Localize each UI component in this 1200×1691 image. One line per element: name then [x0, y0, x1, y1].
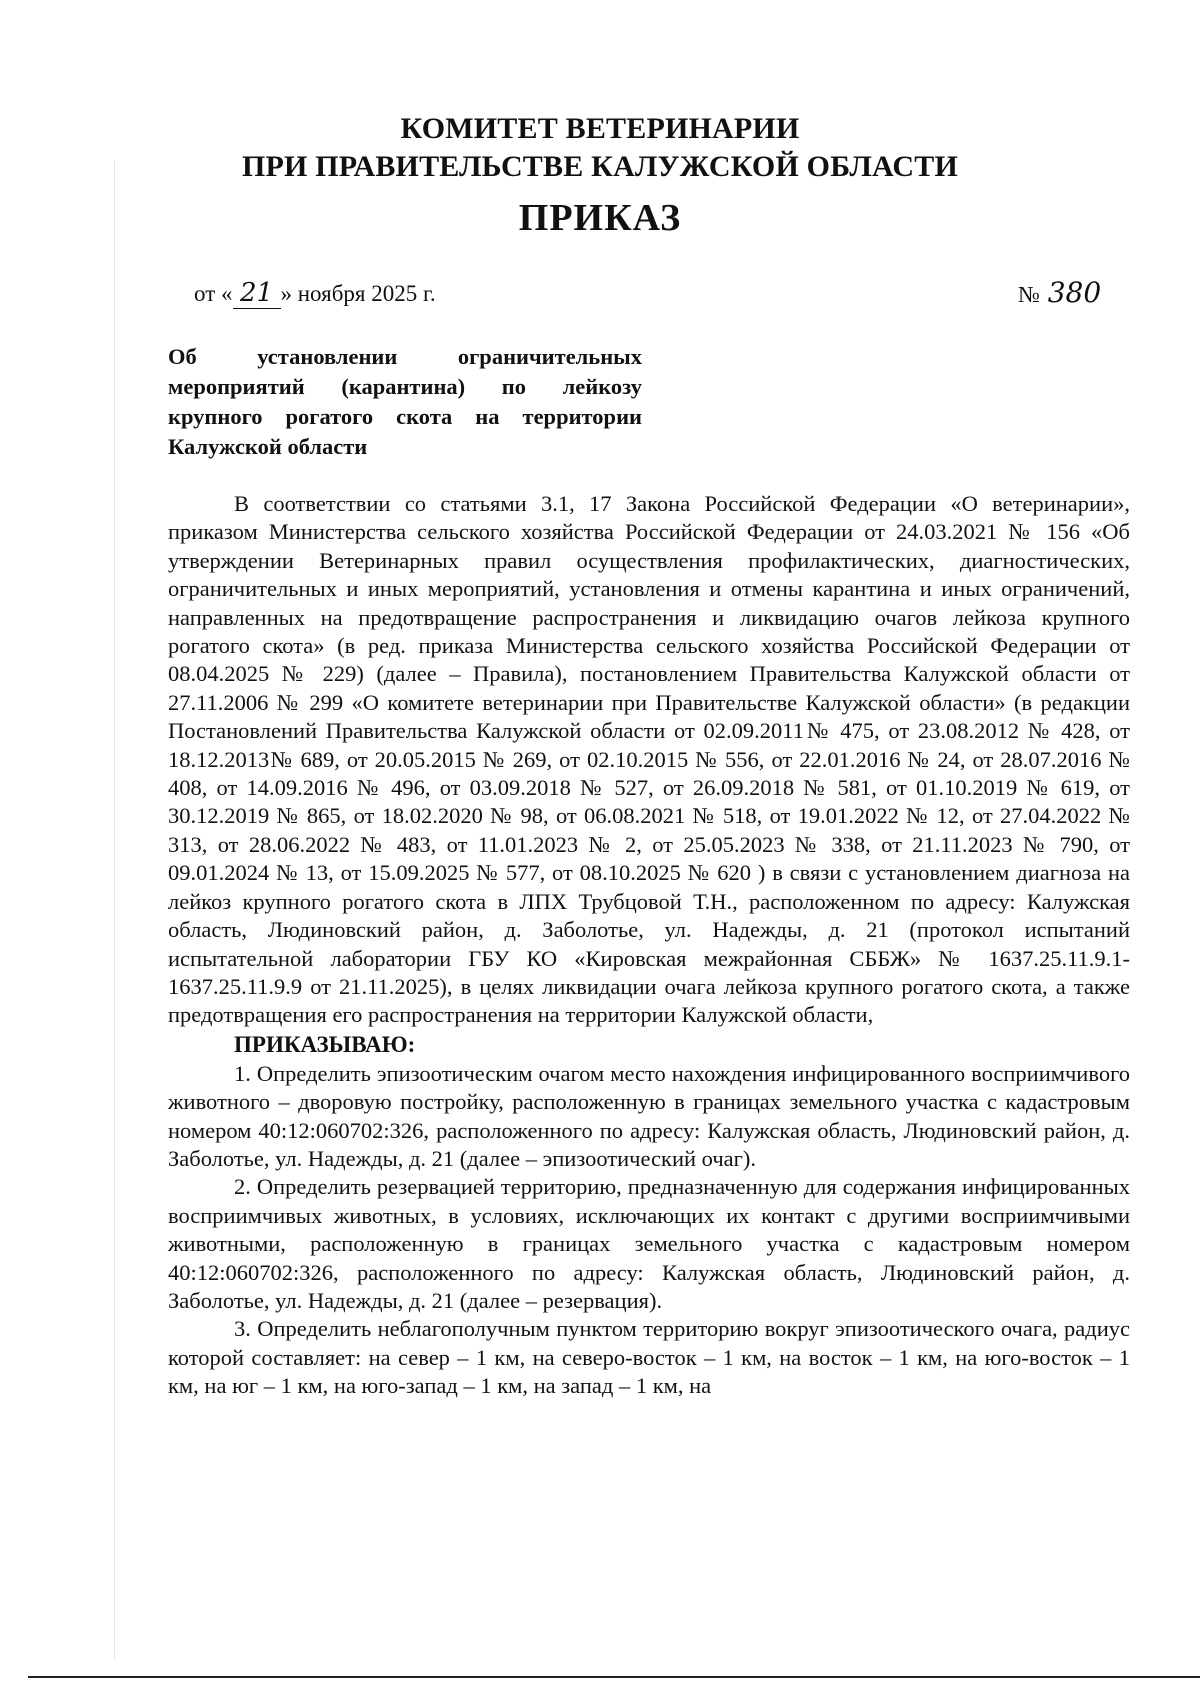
date-suffix: » ноября 2025 г. — [280, 281, 436, 306]
document-type-title: ПРИКАЗ — [518, 197, 682, 239]
order-item-3: 3. Определить неблагополучным пунктом территорию вокруг эпизоотического очага, радиус которой составляет: на север – 1 км, на северо-восток – 1 км, на восток – 1 км, на юго-восток – 1 км, на юг – 1 км, на юго-запад – 1 км, на запад – 1 км, на — [168, 1316, 1130, 1399]
authority-line-2: ПРИ ПРАВИТЕЛЬСТВЕ КАЛУЖСКОЙ ОБЛАСТИ — [241, 150, 959, 183]
issuing-authority — [0, 110, 1200, 186]
page-bottom-rule — [28, 1676, 1200, 1678]
document-date — [194, 278, 436, 309]
preamble-paragraph: В соответствии со статьями 3.1, 17 Закона Российской Федерации «О ветеринарии», приказом Министерства сельского хозяйства Российской Федерации от 24.03.2021 № 156 «Об утверждении Ветеринарных правил осуществления профилактических, диагностических, ограничительных и иных мероприятий, установления и отмены карантина и иных ограничений, направленных на предотвращение распространения и ликвидацию очагов лейкоза крупного рогатого скота» (в ред. приказа Министерства сельского хозяйства Российской Федерации от 08.04.2025 № 229) (далее – Правила), постановлением Правительства Калужской области от 27.11.2006 № 299 «О комитете ветеринарии при Правительстве Калужской области» (в редакции Постановлений Правительства Калужской области от 02.09.2011№ 475, от 23.08.2012 № 428, от 18.12.2013№ 689, от 20.05.2015 № 269, от 02.10.2015 № 556, от 22.01.2016 № 24, от 28.07.2016 № 408, от 14.09.2016 № 496, от 03.09.2018 № 527, от 26.09.2018 № 581, от 01.10.2019 № 619, от 30.12.2019 № 865, от 18.02.2020 № 98, от 06.08.2021 № 518, от 19.01.2022 № 12, от 27.04.2022 № 313, от 28.06.2022 № 483, от 11.01.2023 № 2, от 25.05.2023 № 338, от 21.11.2023 № 790, от 09.01.2024 № 13, от 15.09.2025 № 577, от 08.10.2025 № 620 ) в связи с установлением диагноза на лейкоз крупного рогатого скота в ЛПХ Трубцовой Т.Н., расположенном по адресу: Калужская область, Людиновский район, д. Заболотье, ул. Надежды, д. 21 (протокол испытаний испытательной лаборатории ГБУ КО «Кировская межрайонная СББЖ» № 1637.25.11.9.1-1637.25.11.9.9 от 21.11.2025), в целях ликвидации очага лейкоза крупного рогатого скота, а также предотвращения его распространения на территории Калужской области, — [168, 491, 1130, 1028]
document-number — [1018, 278, 1103, 310]
order-item-2: 2. Определить резервацией территорию, предназначенную для содержания инфицированных восприимчивых животных, в условиях, исключающих их контакт с другими восприимчивыми животными, расположенную в границах земельного участка с кадастровым номером 40:12:060702:326, расположенного по адресу: Калужская область, Людиновский район, д. Заболотье, ул. Надежды, д. 21 (далее – резервация). — [168, 1174, 1130, 1313]
authority-line-1: КОМИТЕТ ВЕТЕРИНАРИИ — [400, 112, 800, 145]
number-prefix: № — [1018, 282, 1040, 307]
date-day-handwritten: 21 — [233, 278, 281, 309]
scan-margin-line — [114, 160, 115, 1660]
order-item-1: 1. Определить эпизоотическим очагом место нахождения инфицированного восприимчивого животного – дворовую постройку, расположенную в границах земельного участка с кадастровым номером 40:12:060702:326, расположенного по адресу: Калужская область, Людиновский район, д. Заболотье, ул. Надежды, д. 21 (далее – эпизоотический очаг). — [168, 1060, 1130, 1171]
document-body — [168, 490, 1130, 1401]
orders-heading: ПРИКАЗЫВАЮ: — [234, 1031, 416, 1057]
number-value-handwritten: 380 — [1047, 276, 1102, 309]
document-subject: Об установлении ограничительных мероприятий (карантина) по лейкозу крупного рогатого скота на территории Калужской области — [168, 344, 642, 459]
date-prefix: от « — [194, 281, 233, 306]
